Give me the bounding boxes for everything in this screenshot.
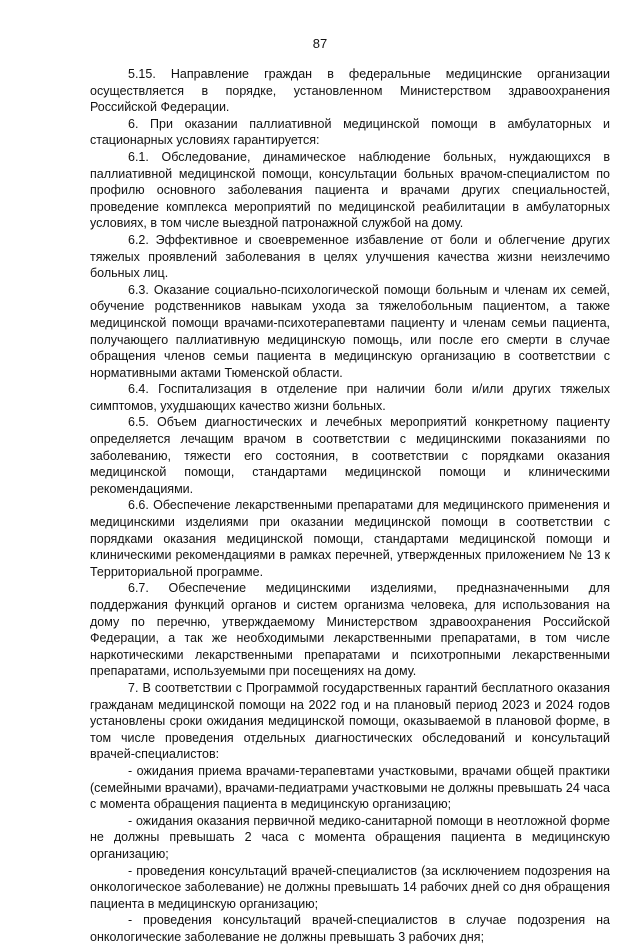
paragraph-6: 6. При оказании паллиативной медицинской помощи в амбулаторных и стационарных условиях гарантируется: xyxy=(90,116,610,148)
paragraph-6-1: 6.1. Обследование, динамическое наблюдение больных, нуждающихся в паллиативной медицинской помощи, консультации больных врачом-специалистом по профилю основного заболевания пациента и врачами других специальностей, проведение комплекса мероприятий по медицинской реабилитации в амбулаторных условиях, в том числе выездной патронажной службой на дому. xyxy=(90,149,610,231)
list-item: - проведения консультаций врачей-специалистов в случае подозрения на онкологические заболевание не должны превышать 3 рабочих дня; xyxy=(90,913,610,944)
paragraph-7: 7. В соответствии с Программой государственных гарантий бесплатного оказания гражданам медицинской помощи на 2022 год и на плановый период 2023 и 2024 годов установлены сроки ожидания медицинской помощи, оказываемой в плановой форме, в том числе проведения отдельных диагностических обследований и консультаций врачей-специалистов: xyxy=(90,680,610,762)
paragraph-5-15: 5.15. Направление граждан в федеральные медицинские организации осуществляется в порядке, установленном Министерством здравоохранения Российской Федерации. xyxy=(90,67,610,115)
list-item: - ожидания приема врачами-терапевтами участковыми, врачами общей практики (семейными врачами), врачами-педиатрами участковыми не должны превышать 24 часа с момента обращения пациента в медицинскую организацию; xyxy=(90,763,610,812)
page-number: 87 xyxy=(312,36,328,51)
paragraph-6-2: 6.2. Эффективное и своевременное избавление от боли и облегчение других тяжелых проявлений заболевания в целях улучшения качества жизни неизлечимо больных лиц. xyxy=(90,232,610,281)
list-item: - ожидания оказания первичной медико-санитарной помощи в неотложной форме не должны превышать 2 часа с момента обращения пациента в медицинскую организацию; xyxy=(90,813,610,861)
paragraph-6-3: 6.3. Оказание социально-психологической помощи больным и членам их семей, обучение родственников навыкам ухода за тяжелобольным пациентом, а также медицинской помощи врачами-психотерапевтами пациенту и членам семьи пациента, получающего паллиативную медицинскую помощь, или после его смерти в случае обращения членов семьи пациента в медицинскую организацию в соответствии с нормативными актами Тюменской области. xyxy=(90,282,610,380)
paragraph-6-4: 6.4. Госпитализация в отделение при наличии боли и/или других тяжелых симптомов, ухудшающих качество жизни больных. xyxy=(90,382,610,413)
paragraph-6-6: 6.6. Обеспечение лекарственными препаратами для медицинского применения и медицинскими изделиями при оказании медицинской помощи в соответствии с порядками оказания медицинской помощи, стандартами медицинской помощи и клиническими рекомендациями в рамках перечней, утвержденных приложением № 13 к Территориальной программе. xyxy=(90,498,610,579)
paragraph-6-7: 6.7. Обеспечение медицинскими изделиями, предназначенными для поддержания функций органов и систем организма человека, для использования на дому по перечню, утверждаемому Министерством здравоохранения Российской Федерации, а так же необходимыми лекарственными препаратами, в том числе наркотическими лекарственными препаратами и психотропными лекарственными препаратами, используемыми при посещениях на дому. xyxy=(90,581,610,679)
list-item: - проведения консультаций врачей-специалистов (за исключением подозрения на онкологическое заболевание) не должны превышать 14 рабочих дней со дня обращения пациента в медицинскую организацию; xyxy=(90,863,610,911)
document-body xyxy=(90,66,610,945)
paragraph-6-5: 6.5. Объем диагностических и лечебных мероприятий конкретному пациенту определяется лечащим врачом в соответствии с медицинскими показаниями по заболеванию, тяжести его состояния, в соответствии с порядками оказания медицинской помощи, стандартами медицинской помощи и клиническими рекомендациями. xyxy=(90,415,610,496)
